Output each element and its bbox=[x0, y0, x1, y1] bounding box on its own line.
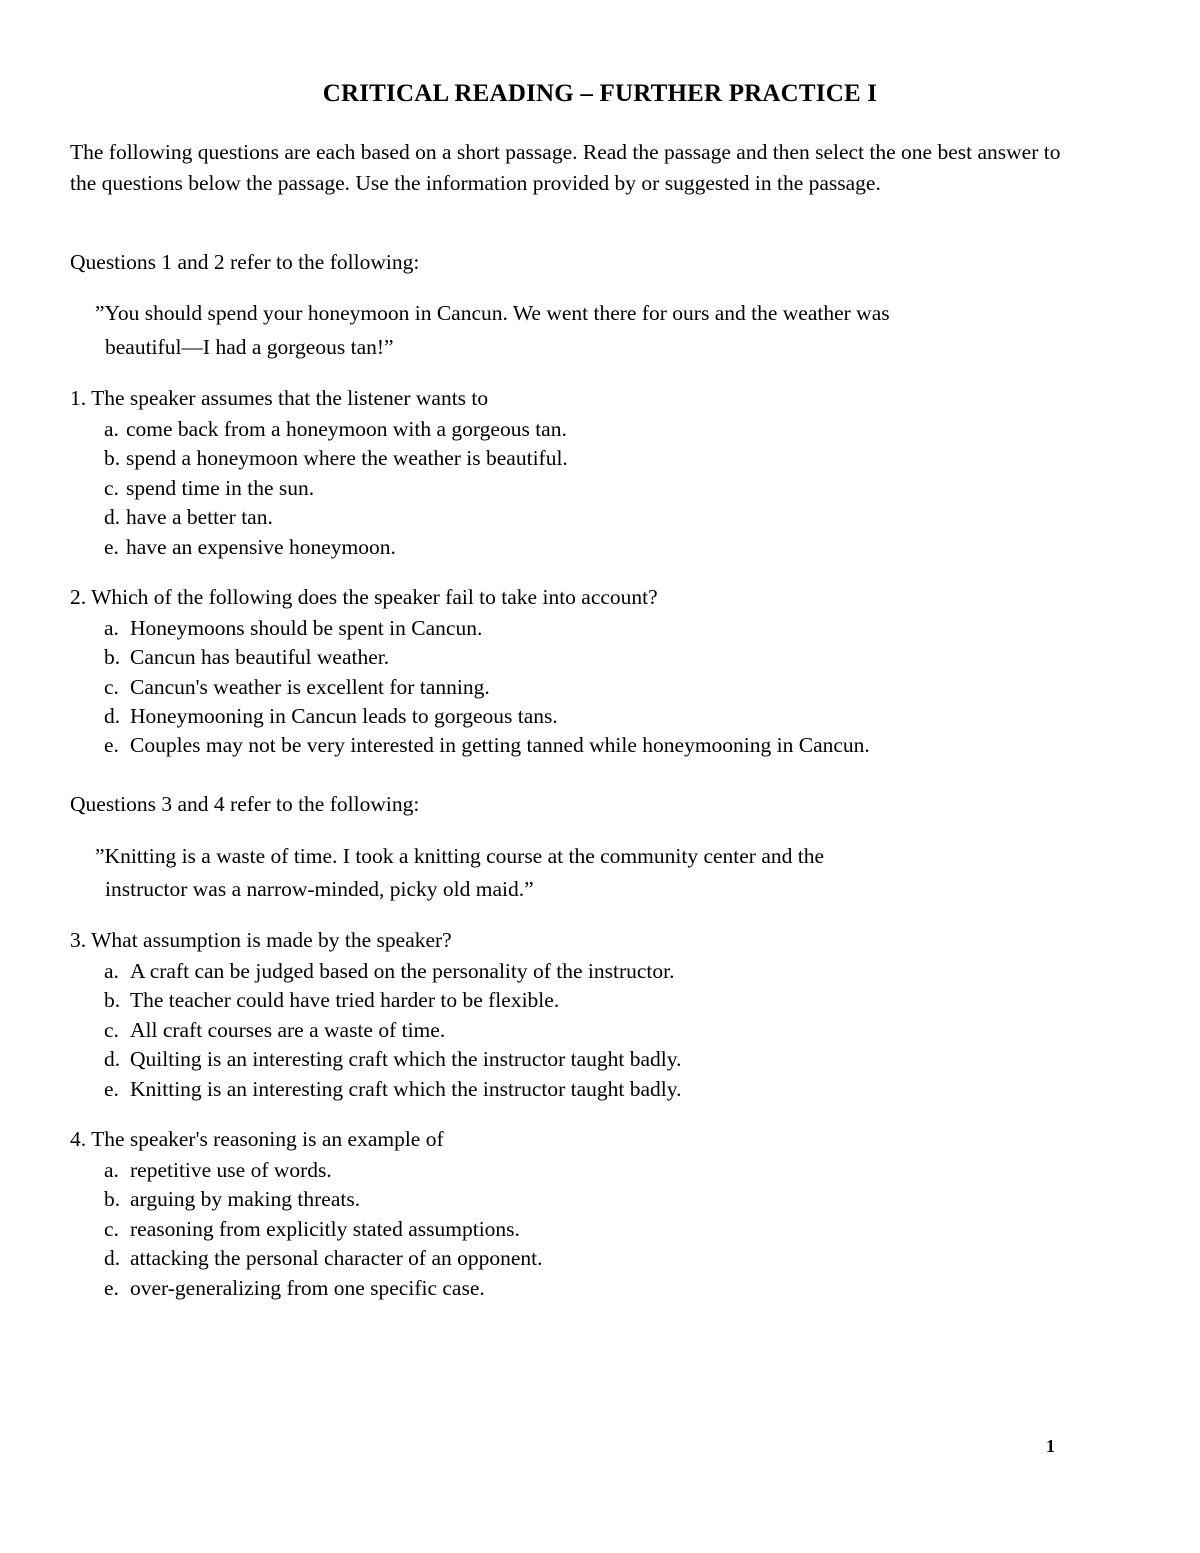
q2-option-e bbox=[104, 733, 870, 758]
question-3-stem: 3. What assumption is made by the speaker? bbox=[70, 928, 452, 952]
q1-option-d bbox=[104, 505, 273, 530]
option-letter: a. bbox=[104, 959, 119, 983]
option-text: Honeymooning in Cancun leads to gorgeous tans. bbox=[130, 704, 558, 728]
q2-option-d bbox=[104, 704, 558, 729]
page-title: CRITICAL READING – FURTHER PRACTICE I bbox=[322, 80, 878, 107]
q3-option-d bbox=[104, 1047, 682, 1072]
q1-option-a bbox=[104, 417, 567, 442]
option-letter: e. bbox=[104, 733, 119, 757]
option-letter: b. bbox=[104, 1187, 121, 1211]
option-text: A craft can be judged based on the personality of the instructor. bbox=[130, 959, 675, 983]
option-letter: b. bbox=[104, 645, 121, 669]
option-letter: c. bbox=[104, 1217, 119, 1241]
option-letter: e. bbox=[104, 1077, 119, 1101]
option-letter: b. bbox=[104, 988, 121, 1012]
option-text: spend time in the sun. bbox=[126, 476, 315, 500]
q4-option-e bbox=[104, 1276, 485, 1301]
option-letter: d. bbox=[104, 1047, 121, 1071]
q2-option-b bbox=[104, 645, 389, 670]
page-number: 1 bbox=[1046, 1436, 1055, 1456]
option-text: Quilting is an interesting craft which the instructor taught badly. bbox=[130, 1047, 682, 1071]
option-letter: e. bbox=[104, 535, 119, 559]
option-text: Cancun's weather is excellent for tanning. bbox=[130, 675, 490, 699]
option-letter: c. bbox=[104, 675, 119, 699]
option-text: Cancun has beautiful weather. bbox=[130, 645, 390, 669]
option-letter: a. bbox=[104, 616, 119, 640]
option-text: Honeymoons should be spent in Cancun. bbox=[130, 616, 483, 640]
q4-option-a bbox=[104, 1158, 332, 1183]
q4-option-c bbox=[104, 1217, 520, 1242]
q3-option-c bbox=[104, 1018, 445, 1043]
option-text: Knitting is an interesting craft which the instructor taught badly. bbox=[130, 1077, 682, 1101]
option-letter: d. bbox=[104, 505, 121, 529]
q1-option-b bbox=[104, 446, 568, 471]
passage-2-line-2: instructor was a narrow-minded, picky old maid.” bbox=[105, 877, 534, 901]
group-2-refer-line: Questions 3 and 4 refer to the following: bbox=[70, 792, 420, 816]
q3-option-e bbox=[104, 1077, 682, 1102]
question-2-stem: 2. Which of the following does the speaker fail to take into account? bbox=[70, 585, 658, 609]
q1-option-e bbox=[104, 535, 396, 560]
question-4-stem: 4. The speaker's reasoning is an example of bbox=[70, 1127, 444, 1151]
option-text: The teacher could have tried harder to be flexible. bbox=[130, 988, 560, 1012]
option-letter: d. bbox=[104, 704, 121, 728]
passage-2-line-1: ”Knitting is a waste of time. I took a knitting course at the community center and the bbox=[95, 844, 825, 868]
option-text: attacking the personal character of an opponent. bbox=[130, 1246, 543, 1270]
instructions-paragraph: The following questions are each based on a short passage. Read the passage and then select the one best answer to the questions below the passage. Use the information provided by or suggested in the passage. bbox=[70, 140, 1061, 195]
option-letter: c. bbox=[104, 476, 119, 500]
option-text: arguing by making threats. bbox=[130, 1187, 361, 1211]
q4-option-d bbox=[104, 1246, 543, 1271]
option-text: reasoning from explicitly stated assumptions. bbox=[130, 1217, 520, 1241]
option-text: have an expensive honeymoon. bbox=[126, 535, 396, 559]
q2-option-a bbox=[104, 616, 482, 641]
option-text: come back from a honeymoon with a gorgeous tan. bbox=[126, 417, 567, 441]
option-text: repetitive use of words. bbox=[130, 1158, 332, 1182]
passage-1-line-1: ”You should spend your honeymoon in Cancun. We went there for ours and the weather was bbox=[95, 301, 890, 325]
q4-option-b bbox=[104, 1187, 360, 1212]
option-text: spend a honeymoon where the weather is beautiful. bbox=[126, 446, 568, 470]
passage-1-line-2: beautiful—I had a gorgeous tan!” bbox=[105, 335, 394, 359]
option-text: All craft courses are a waste of time. bbox=[130, 1018, 446, 1042]
option-text: over-generalizing from one specific case. bbox=[130, 1276, 485, 1300]
option-letter: a. bbox=[104, 1158, 119, 1182]
q3-option-a bbox=[104, 959, 675, 984]
option-letter: a. bbox=[104, 417, 119, 441]
option-letter: b. bbox=[104, 446, 121, 470]
option-letter: c. bbox=[104, 1018, 119, 1042]
q1-option-c bbox=[104, 476, 314, 501]
q2-option-c bbox=[104, 675, 490, 700]
option-letter: d. bbox=[104, 1246, 121, 1270]
q3-option-b bbox=[104, 988, 559, 1013]
group-1-refer-line: Questions 1 and 2 refer to the following: bbox=[70, 250, 420, 274]
option-text: have a better tan. bbox=[126, 505, 273, 529]
option-letter: e. bbox=[104, 1276, 119, 1300]
option-text: Couples may not be very interested in getting tanned while honeymooning in Cancun. bbox=[130, 733, 870, 757]
question-1-stem: 1. The speaker assumes that the listener wants to bbox=[70, 386, 489, 410]
